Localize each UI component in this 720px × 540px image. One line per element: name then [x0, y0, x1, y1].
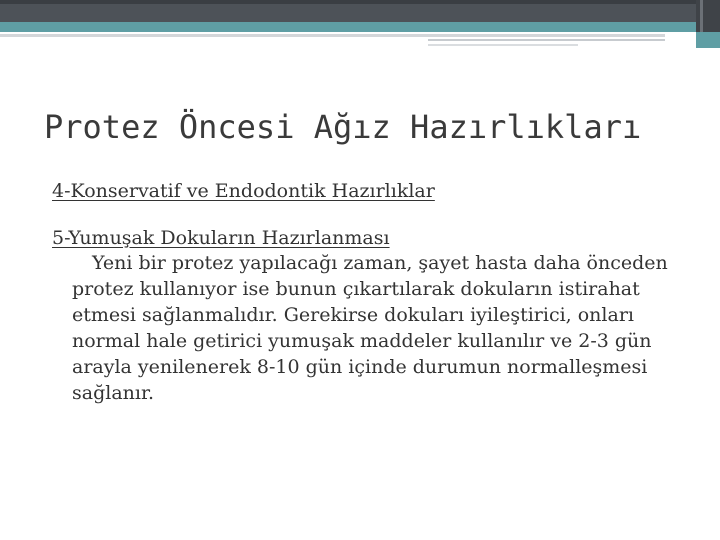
corner-accent: [696, 32, 720, 48]
list-item-5: 5-Yumuşak Dokuların Hazırlanması: [52, 227, 390, 249]
header-bar-shade: [0, 0, 700, 4]
accent-line: [0, 22, 700, 32]
list-item-4: 4-Konservatif ve Endodontik Hazırlıklar: [52, 180, 435, 202]
slide-content: [52, 180, 692, 406]
divider-line-short: [428, 39, 665, 41]
divider-line: [0, 34, 665, 37]
divider-line-shorter: [428, 44, 578, 46]
slide-title: Protez Öncesi Ağız Hazırlıkları: [44, 108, 642, 146]
body-paragraph: Yeni bir protez yapılacağı zaman, şayet hasta daha önceden protez kullanıyor ise bunun çıkartılarak dokuların istirahat etmesi sağlanmalıdır. Gerekirse dokuları iyileştirici, onları normal hale getirici yumuşak maddeler kullanılır ve 2-3 gün arayla yenilenerek 8-10 gün içinde durumun normalleşmesi sağlanır.: [72, 252, 668, 404]
